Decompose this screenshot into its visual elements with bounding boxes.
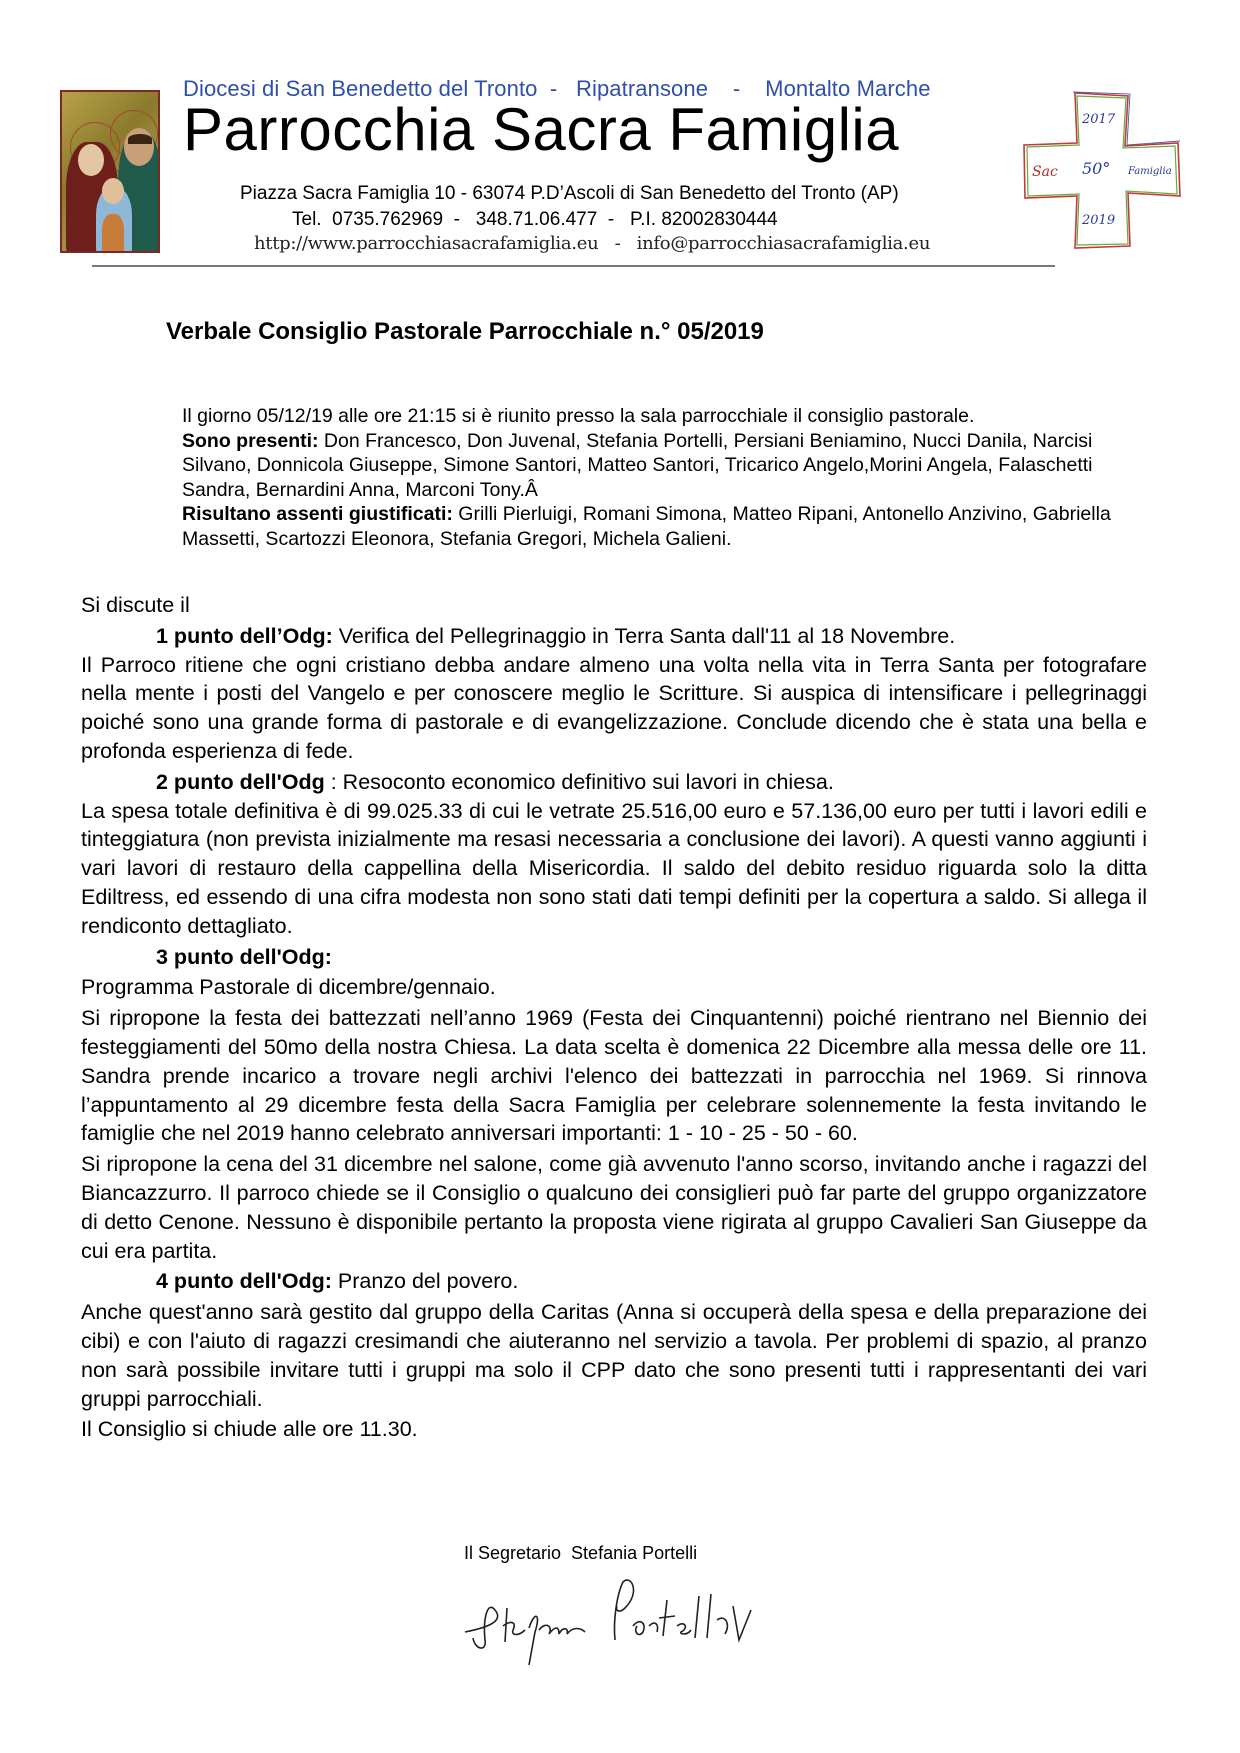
svg-text:2017: 2017 [1082, 112, 1116, 127]
agenda-point-3-label: 3 punto dell'Odg: [156, 944, 332, 969]
closing-line: Il Consiglio si chiude alle ore 11.30. [81, 1417, 418, 1442]
agenda-point-4-text: Anche quest'anno sarà gestito dal gruppo della Caritas (Anna si occuperà della spesa e della preparazione dei cibi) e con l'aiuto di ragazzi cresimandi che aiuteranno nel servizio a tavola. Per problemi di spazio, al pranzo non sarà possibile invitare tutti i gruppi ma solo il CPP dato che sono presenti tutti i rappresentanti dei vari gruppi parrocchiali. [81, 1300, 1147, 1411]
svg-text:Sac: Sac [1032, 164, 1058, 180]
diocese-line: Diocesi di San Benedetto del Tronto - Ripatransone - Montalto Marche [183, 76, 931, 101]
secretary-label: Il Segretario Stefania Portelli [464, 1543, 698, 1563]
agenda-point-1-subject: Verifica del Pellegrinaggio in Terra Santa dall'11 al 18 Novembre. [332, 623, 956, 648]
parish-contacts: Tel. 0735.762969 - 348.71.06.477 - P.I. 82002830444 [292, 209, 778, 230]
present-label: Sono presenti: [182, 429, 319, 452]
agenda-point-3-text-2: Si ripropone la festa dei battezzati nell’anno 1969 (Festa dei Cinquantenni) poiché rientrano nel Biennio dei festeggiamenti del 50mo della nostra Chiesa. La data scelta è domenica 22 Dicembre alla messa delle ore 11. Sandra prende incarico a trovare negli archivi l'elenco dei battezzati in parrocchia nel 1969. Si rinnova l’appuntamento al 29 dicembre festa della Sacra Famiglia per celebrare solennemente la festa invitando le famiglie che nel 2019 hanno celebrato anniversari importanti: 1 - 10 - 25 - 50 - 60. [81, 1006, 1147, 1146]
agenda-point-3-heading [81, 943, 1147, 972]
agenda-point-2-heading [81, 768, 1147, 797]
agenda-point-3-text-1: Programma Pastorale di dicembre/gennaio. [81, 975, 496, 1000]
svg-text:2019: 2019 [1082, 213, 1116, 228]
meeting-opening: Il giorno 05/12/19 alle ore 21:15 si è riunito presso la sala parrocchiale il consiglio pastorale. [182, 405, 975, 427]
agenda-point-4-label: 4 punto dell'Odg: [156, 1269, 332, 1294]
agenda-point-4-heading [81, 1267, 1147, 1296]
absent-names: Grilli Pierluigi, Romani Simona, Matteo Ripani, Antonello Anzivino, Gabriella Massetti, Scartozzi Eleonora, Stefania Gregori, Michela Galieni. [182, 503, 1111, 550]
attendance-block [182, 404, 1142, 551]
agenda-point-3-text-3: Si ripropone la cena del 31 dicembre nel salone, come già avvenuto l'anno scorso, invitando anche i ragazzi del Biancazzurro. Il parroco chiede se il Consiglio o qualcuno dei consiglieri può far parte del gruppo organizzatore di detto Cenone. Nessuno è disponibile pertanto la proposta viene rigirata al gruppo Cavalieri San Giuseppe da cui era partita. [81, 1152, 1147, 1263]
present-names: Don Francesco, Don Juvenal, Stefania Portelli, Persiani Beniamino, Nucci Danila, Narcisi Silvano, Donnicola Giuseppe, Simone Santori, Matteo Santori, Tricarico Angelo,Morini Angela, Falaschetti Sandra, Bernardini Anna, Marconi Tony.Â [182, 429, 1093, 501]
present-list [182, 429, 1142, 503]
agenda-point-1-text: Il Parroco ritiene che ogni cristiano debba andare almeno una volta nella vita in Terra Santa per fotografare nella mente i posti del Vangelo e per conoscere meglio le Scritture. Si auspica di intensificare i pellegrinaggi poiché sono una grande forma di pastorale e di evangelizzazione. Conclude dicendo che è stata una bella e profonda esperienza di fede. [81, 652, 1147, 763]
document-title: Verbale Consiglio Pastorale Parrocchiale n.° 05/2019 [166, 318, 764, 345]
parish-web-email: http://www.parrocchiasacrafamiglia.eu - info@parrocchiasacrafamiglia.eu [254, 233, 931, 254]
parish-address: Piazza Sacra Famiglia 10 - 63074 P.D’Ascoli di San Benedetto del Tronto (AP) [240, 183, 899, 204]
agenda-point-1-label: 1 punto dell’Odg: [156, 623, 333, 648]
agenda-point-2-subject: : Resoconto economico definitivo sui lavori in chiesa. [324, 769, 834, 794]
agenda-point-2-text: La spesa totale definitiva è di 99.025.33 di cui le vetrate 25.516,00 euro e 57.136,00 euro per tutti i lavori edili e tinteggiatura (non prevista inizialmente ma resasi necessaria a conclusione dei lavori). A questi vanno aggiunti i vari lavori di restauro della cappellina della Misericordia. Il saldo del debito residuo riguarda solo la ditta Ediltress, ed essendo di una cifra modesta non sono stati dati tempi definiti per la copertura a saldo. Si allega il rendiconto dettagliato. [81, 798, 1147, 938]
handwritten-signature [455, 1570, 765, 1670]
holy-family-icon-image [60, 90, 160, 253]
anniversary-cross-logo [1020, 88, 1185, 253]
minutes-body [81, 591, 1147, 1444]
agenda-point-1-heading [81, 622, 1147, 651]
absent-list [182, 502, 1142, 551]
letterhead-divider [92, 265, 1055, 267]
svg-text:Famiglia: Famiglia [1128, 166, 1172, 177]
svg-text:50°: 50° [1082, 159, 1111, 178]
agenda-point-4-subject: Pranzo del povero. [331, 1269, 519, 1294]
agenda-point-2-label: 2 punto dell'Odg [156, 769, 325, 794]
parish-name: Parrocchia Sacra Famiglia [183, 96, 900, 163]
absent-label: Risultano assenti giustificati: [182, 503, 453, 525]
discussion-intro: Si discute il [81, 593, 190, 617]
